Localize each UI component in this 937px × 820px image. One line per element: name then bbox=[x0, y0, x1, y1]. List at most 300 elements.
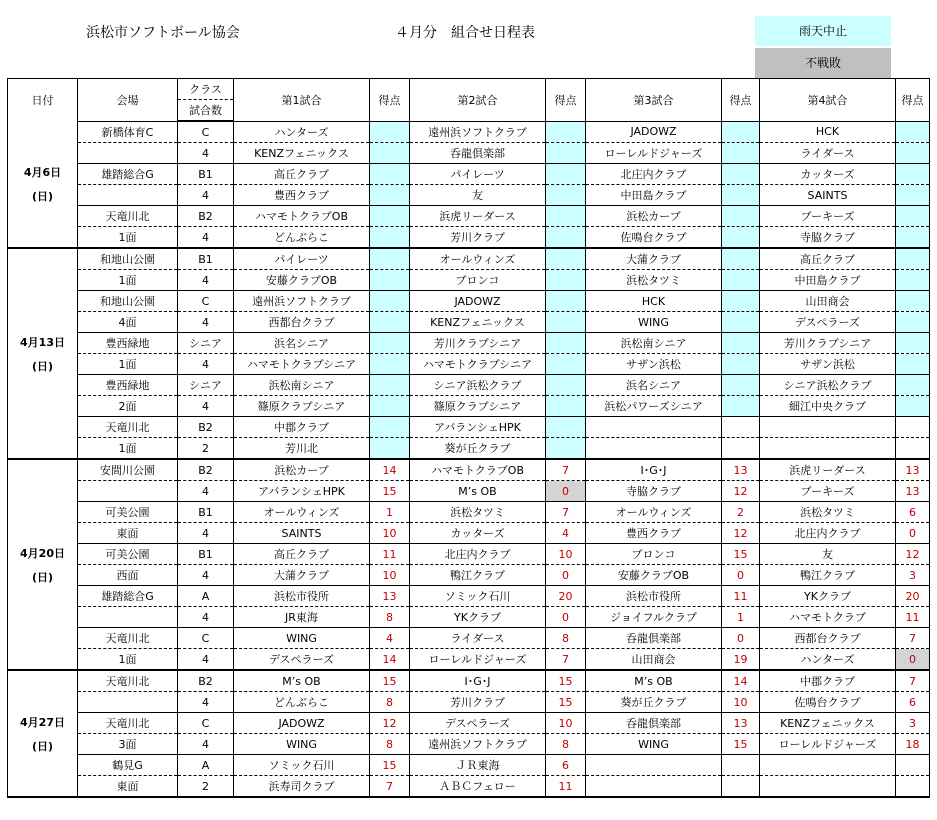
game-count-cell: 4 bbox=[178, 734, 234, 755]
table-row bbox=[8, 481, 930, 502]
date-label: 4月20日 bbox=[20, 546, 65, 560]
team-cell: パイレーツ bbox=[234, 248, 370, 270]
team-cell: 大蒲クラブ bbox=[234, 565, 370, 586]
score-cell bbox=[370, 354, 410, 375]
team-cell: 浜松カーブ bbox=[234, 459, 370, 481]
game-count-cell: 4 bbox=[178, 523, 234, 544]
score-cell bbox=[370, 438, 410, 460]
score-cell bbox=[370, 206, 410, 227]
score-cell bbox=[896, 270, 930, 291]
venue-court: 4面 bbox=[78, 312, 178, 333]
team-cell: 北庄内クラブ bbox=[586, 164, 722, 185]
class-cell: A bbox=[178, 755, 234, 776]
team-cell bbox=[586, 438, 722, 460]
team-cell: ハマモトクラブシニア bbox=[234, 354, 370, 375]
class-cell: B2 bbox=[178, 417, 234, 438]
score-cell: 8 bbox=[370, 607, 410, 628]
score-cell bbox=[722, 143, 760, 164]
team-cell: 細江中央クラブ bbox=[760, 396, 896, 417]
score-cell: 8 bbox=[370, 734, 410, 755]
score-cell: 0 bbox=[722, 565, 760, 586]
score-cell: 15 bbox=[546, 692, 586, 713]
team-cell: ローレルドジャーズ bbox=[586, 143, 722, 164]
schedule-table bbox=[7, 78, 930, 798]
score-cell bbox=[370, 375, 410, 396]
team-cell: 浜松市役所 bbox=[586, 586, 722, 607]
team-cell: どんぶらこ bbox=[234, 227, 370, 249]
team-cell: デスペラーズ bbox=[234, 649, 370, 671]
table-row bbox=[8, 755, 930, 776]
game-count-cell: 4 bbox=[178, 185, 234, 206]
score-cell: 18 bbox=[896, 734, 930, 755]
score-cell: 0 bbox=[722, 628, 760, 649]
team-cell: M’s OB bbox=[410, 481, 546, 502]
weekday-label: (日) bbox=[31, 739, 54, 753]
score-cell bbox=[370, 185, 410, 206]
score-cell bbox=[546, 121, 586, 143]
col-venue: 会場 bbox=[78, 79, 178, 122]
venue-court: 2面 bbox=[78, 396, 178, 417]
date-cell bbox=[8, 121, 78, 248]
score-cell bbox=[722, 164, 760, 185]
game-count-cell: 4 bbox=[178, 354, 234, 375]
team-cell: 友 bbox=[760, 544, 896, 565]
team-cell: YKクラブ bbox=[760, 586, 896, 607]
venue-court: 1面 bbox=[78, 354, 178, 375]
team-cell: 芳川クラブシニア bbox=[410, 333, 546, 354]
team-cell bbox=[760, 776, 896, 798]
team-cell: 浜松カーブ bbox=[586, 206, 722, 227]
table-row bbox=[8, 291, 930, 312]
team-cell: JR東海 bbox=[234, 607, 370, 628]
venue-court bbox=[78, 607, 178, 628]
score-cell bbox=[896, 312, 930, 333]
score-cell: 4 bbox=[546, 523, 586, 544]
venue-court bbox=[78, 143, 178, 164]
team-cell: 篠原クラブシニア bbox=[234, 396, 370, 417]
table-row bbox=[8, 333, 930, 354]
class-cell: B2 bbox=[178, 670, 234, 692]
score-cell bbox=[896, 291, 930, 312]
team-cell: 芳川クラブシニア bbox=[760, 333, 896, 354]
score-cell: 0 bbox=[896, 649, 930, 671]
venue-name: 可美公園 bbox=[78, 502, 178, 523]
team-cell: ハマモトクラブシニア bbox=[410, 354, 546, 375]
score-cell bbox=[722, 248, 760, 270]
team-cell: 芳川クラブ bbox=[410, 227, 546, 249]
team-cell: ハンターズ bbox=[234, 121, 370, 143]
venue-name: 和地山公園 bbox=[78, 248, 178, 270]
score-cell: 7 bbox=[896, 670, 930, 692]
table-row bbox=[8, 438, 930, 460]
team-cell: オールウィンズ bbox=[586, 502, 722, 523]
score-cell bbox=[546, 227, 586, 249]
team-cell: 中郡クラブ bbox=[760, 670, 896, 692]
score-cell: 12 bbox=[722, 523, 760, 544]
team-cell: ハマモトクラブOB bbox=[234, 206, 370, 227]
score-cell bbox=[370, 121, 410, 143]
team-cell: YKクラブ bbox=[410, 607, 546, 628]
score-cell bbox=[546, 375, 586, 396]
weekday-label: (日) bbox=[31, 570, 54, 584]
score-cell bbox=[896, 776, 930, 798]
class-cell: A bbox=[178, 586, 234, 607]
score-cell bbox=[370, 396, 410, 417]
team-cell: ローレルドジャーズ bbox=[410, 649, 546, 671]
table-row bbox=[8, 565, 930, 586]
score-cell: 15 bbox=[722, 734, 760, 755]
score-cell: 0 bbox=[896, 523, 930, 544]
team-cell: 高丘クラブ bbox=[234, 164, 370, 185]
score-cell: 0 bbox=[546, 565, 586, 586]
class-cell: B2 bbox=[178, 206, 234, 227]
team-cell: 鴨江クラブ bbox=[410, 565, 546, 586]
team-cell: ブロンコ bbox=[586, 544, 722, 565]
team-cell: 浜虎リーダース bbox=[410, 206, 546, 227]
score-cell bbox=[896, 375, 930, 396]
team-cell: ローレルドジャーズ bbox=[760, 734, 896, 755]
score-cell: 1 bbox=[722, 607, 760, 628]
venue-name: 雄踏総合G bbox=[78, 586, 178, 607]
team-cell: 呑龍倶楽部 bbox=[586, 628, 722, 649]
score-cell bbox=[896, 354, 930, 375]
venue-name: 天竜川北 bbox=[78, 713, 178, 734]
table-row bbox=[8, 227, 930, 249]
score-cell bbox=[722, 396, 760, 417]
team-cell: ハマモトクラブ bbox=[760, 607, 896, 628]
team-cell: 浜松市役所 bbox=[234, 586, 370, 607]
schedule-body bbox=[8, 121, 930, 797]
team-cell: 浜松南シニア bbox=[586, 333, 722, 354]
team-cell: ソミック石川 bbox=[410, 586, 546, 607]
score-cell: 11 bbox=[722, 586, 760, 607]
class-cell: B1 bbox=[178, 164, 234, 185]
team-cell: HCK bbox=[586, 291, 722, 312]
score-cell bbox=[722, 438, 760, 460]
team-cell bbox=[760, 438, 896, 460]
team-cell: 浜名シニア bbox=[586, 375, 722, 396]
score-cell bbox=[370, 417, 410, 438]
score-cell: 15 bbox=[370, 670, 410, 692]
team-cell: 西都台クラブ bbox=[760, 628, 896, 649]
team-cell: どんぶらこ bbox=[234, 692, 370, 713]
date-label: 4月27日 bbox=[20, 715, 65, 729]
score-cell: 8 bbox=[546, 628, 586, 649]
team-cell: WING bbox=[586, 734, 722, 755]
score-cell bbox=[370, 333, 410, 354]
score-cell: 8 bbox=[546, 734, 586, 755]
table-row bbox=[8, 417, 930, 438]
game-count-cell: 4 bbox=[178, 481, 234, 502]
table-row bbox=[8, 143, 930, 164]
team-cell: デスペラーズ bbox=[760, 312, 896, 333]
game-count-cell: 4 bbox=[178, 143, 234, 164]
team-cell: JADOWZ bbox=[234, 713, 370, 734]
score-cell: 14 bbox=[722, 670, 760, 692]
score-cell bbox=[370, 291, 410, 312]
table-row bbox=[8, 164, 930, 185]
game-count-cell: 4 bbox=[178, 565, 234, 586]
score-cell bbox=[896, 333, 930, 354]
team-cell bbox=[586, 776, 722, 798]
score-cell bbox=[896, 206, 930, 227]
venue-name: 天竜川北 bbox=[78, 417, 178, 438]
table-row bbox=[8, 375, 930, 396]
table-row bbox=[8, 312, 930, 333]
col-game4: 第4試合 bbox=[760, 79, 896, 122]
score-cell: 7 bbox=[370, 776, 410, 798]
col-game3: 第3試合 bbox=[586, 79, 722, 122]
team-cell: シニア浜松クラブ bbox=[760, 375, 896, 396]
score-cell: 11 bbox=[896, 607, 930, 628]
team-cell: M’s OB bbox=[234, 670, 370, 692]
score-cell bbox=[722, 206, 760, 227]
col-score3: 得点 bbox=[722, 79, 760, 122]
table-row bbox=[8, 459, 930, 481]
score-cell: 3 bbox=[896, 565, 930, 586]
team-cell: 寺脇クラブ bbox=[760, 227, 896, 249]
score-cell: 6 bbox=[896, 692, 930, 713]
score-cell: 13 bbox=[370, 586, 410, 607]
score-cell bbox=[370, 143, 410, 164]
team-cell: 芳川クラブ bbox=[410, 692, 546, 713]
score-cell bbox=[546, 143, 586, 164]
score-cell bbox=[896, 438, 930, 460]
score-cell: 10 bbox=[370, 523, 410, 544]
team-cell: 豊西クラブ bbox=[234, 185, 370, 206]
class-cell: B1 bbox=[178, 544, 234, 565]
score-cell bbox=[370, 248, 410, 270]
team-cell: M’s OB bbox=[586, 670, 722, 692]
score-cell bbox=[896, 143, 930, 164]
class-cell: C bbox=[178, 713, 234, 734]
score-cell bbox=[896, 227, 930, 249]
team-cell: カッターズ bbox=[760, 164, 896, 185]
table-row bbox=[8, 248, 930, 270]
team-cell: JADOWZ bbox=[410, 291, 546, 312]
class-cell: B1 bbox=[178, 248, 234, 270]
col-game2: 第2試合 bbox=[410, 79, 546, 122]
col-score2: 得点 bbox=[546, 79, 586, 122]
game-count-cell: 4 bbox=[178, 692, 234, 713]
team-cell bbox=[760, 755, 896, 776]
team-cell: 安藤クラブOB bbox=[586, 565, 722, 586]
table-row bbox=[8, 586, 930, 607]
score-cell bbox=[896, 248, 930, 270]
team-cell: KENZフェニックス bbox=[234, 143, 370, 164]
team-cell: 高丘クラブ bbox=[234, 544, 370, 565]
table-row bbox=[8, 544, 930, 565]
score-cell bbox=[896, 396, 930, 417]
team-cell: シニア浜松クラブ bbox=[410, 375, 546, 396]
score-cell bbox=[370, 270, 410, 291]
team-cell: 北庄内クラブ bbox=[760, 523, 896, 544]
score-cell: 7 bbox=[896, 628, 930, 649]
team-cell: オールウィンズ bbox=[234, 502, 370, 523]
team-cell: 高丘クラブ bbox=[760, 248, 896, 270]
class-cell: シニア bbox=[178, 333, 234, 354]
score-cell: 0 bbox=[546, 481, 586, 502]
team-cell: 浜松タツミ bbox=[586, 270, 722, 291]
table-row bbox=[8, 354, 930, 375]
score-cell bbox=[896, 121, 930, 143]
team-cell: ジョイフルクラブ bbox=[586, 607, 722, 628]
team-cell: 豊西クラブ bbox=[586, 523, 722, 544]
score-cell bbox=[546, 206, 586, 227]
team-cell: SAINTS bbox=[234, 523, 370, 544]
team-cell: 葵が丘クラブ bbox=[410, 438, 546, 460]
class-cell: C bbox=[178, 628, 234, 649]
team-cell: 山田商会 bbox=[760, 291, 896, 312]
venue-court: 1面 bbox=[78, 227, 178, 249]
col-date: 日付 bbox=[8, 79, 78, 122]
team-cell: ＡＢＣフェロー bbox=[410, 776, 546, 798]
venue-court: 3面 bbox=[78, 734, 178, 755]
score-cell: 12 bbox=[896, 544, 930, 565]
table-row bbox=[8, 776, 930, 798]
team-cell: WING bbox=[234, 734, 370, 755]
score-cell bbox=[370, 227, 410, 249]
game-count-cell: 4 bbox=[178, 607, 234, 628]
team-cell: 遠州浜ソフトクラブ bbox=[234, 291, 370, 312]
team-cell: I･G･J bbox=[586, 459, 722, 481]
team-cell: アバランシェHPK bbox=[410, 417, 546, 438]
team-cell: ＪＲ東海 bbox=[410, 755, 546, 776]
venue-court: 1面 bbox=[78, 438, 178, 460]
weekday-label: (日) bbox=[31, 359, 54, 373]
score-cell: 20 bbox=[546, 586, 586, 607]
venue-name: 天竜川北 bbox=[78, 628, 178, 649]
team-cell: 呑龍倶楽部 bbox=[586, 713, 722, 734]
score-cell: 19 bbox=[722, 649, 760, 671]
team-cell: 浜虎リーダース bbox=[760, 459, 896, 481]
venue-court bbox=[78, 481, 178, 502]
table-row bbox=[8, 692, 930, 713]
score-cell bbox=[546, 312, 586, 333]
team-cell: 大蒲クラブ bbox=[586, 248, 722, 270]
team-cell: 呑龍倶楽部 bbox=[410, 143, 546, 164]
score-cell: 6 bbox=[546, 755, 586, 776]
score-cell: 20 bbox=[896, 586, 930, 607]
team-cell: 西都台クラブ bbox=[234, 312, 370, 333]
legend-rain-cancel: 雨天中止 bbox=[755, 16, 891, 46]
score-cell: 1 bbox=[370, 502, 410, 523]
team-cell: 山田商会 bbox=[586, 649, 722, 671]
table-row bbox=[8, 649, 930, 671]
team-cell: ハンターズ bbox=[760, 649, 896, 671]
score-cell bbox=[370, 312, 410, 333]
game-count-cell: 2 bbox=[178, 438, 234, 460]
table-row bbox=[8, 734, 930, 755]
score-cell bbox=[546, 248, 586, 270]
team-cell: 中田島クラブ bbox=[586, 185, 722, 206]
game-count-cell: 4 bbox=[178, 270, 234, 291]
team-cell: カッターズ bbox=[410, 523, 546, 544]
team-cell: ブーキーズ bbox=[760, 481, 896, 502]
venue-court: 1面 bbox=[78, 649, 178, 671]
date-label: 4月6日 bbox=[23, 166, 62, 179]
team-cell: JADOWZ bbox=[586, 121, 722, 143]
score-cell: 3 bbox=[896, 713, 930, 734]
score-cell: 15 bbox=[370, 481, 410, 502]
date-cell bbox=[8, 670, 78, 797]
score-cell bbox=[546, 396, 586, 417]
team-cell: ブロンコ bbox=[410, 270, 546, 291]
venue-court bbox=[78, 185, 178, 206]
score-cell: 10 bbox=[370, 565, 410, 586]
venue-name: 天竜川北 bbox=[78, 206, 178, 227]
team-cell: 遠州浜ソフトクラブ bbox=[410, 121, 546, 143]
team-cell: 佐鳴台クラブ bbox=[586, 227, 722, 249]
score-cell: 11 bbox=[370, 544, 410, 565]
team-cell: 友 bbox=[410, 185, 546, 206]
table-row bbox=[8, 670, 930, 692]
score-cell: 11 bbox=[546, 776, 586, 798]
class-cell: C bbox=[178, 121, 234, 143]
score-cell bbox=[896, 164, 930, 185]
score-cell bbox=[896, 755, 930, 776]
score-cell bbox=[722, 312, 760, 333]
col-game-count: 試合数 bbox=[178, 100, 234, 122]
game-count-cell: 4 bbox=[178, 396, 234, 417]
team-cell: 鴨江クラブ bbox=[760, 565, 896, 586]
venue-name: 豊西緑地 bbox=[78, 333, 178, 354]
team-cell: ソミック石川 bbox=[234, 755, 370, 776]
score-cell bbox=[722, 755, 760, 776]
score-cell: 13 bbox=[896, 459, 930, 481]
team-cell: アバランシェHPK bbox=[234, 481, 370, 502]
venue-name: 天竜川北 bbox=[78, 670, 178, 692]
venue-name: 安間川公園 bbox=[78, 459, 178, 481]
team-cell: 浜松南シニア bbox=[234, 375, 370, 396]
table-row bbox=[8, 713, 930, 734]
team-cell: 葵が丘クラブ bbox=[586, 692, 722, 713]
venue-name: 可美公園 bbox=[78, 544, 178, 565]
score-cell bbox=[722, 417, 760, 438]
col-game1: 第1試合 bbox=[234, 79, 370, 122]
legend-forfeit: 不戦敗 bbox=[755, 48, 891, 78]
team-cell: 佐鳴台クラブ bbox=[760, 692, 896, 713]
score-cell: 15 bbox=[546, 670, 586, 692]
team-cell: 中郡クラブ bbox=[234, 417, 370, 438]
team-cell bbox=[586, 755, 722, 776]
team-cell: WING bbox=[234, 628, 370, 649]
team-cell: 芳川北 bbox=[234, 438, 370, 460]
venue-court: 西面 bbox=[78, 565, 178, 586]
team-cell: 浜寿司クラブ bbox=[234, 776, 370, 798]
score-cell: 10 bbox=[546, 713, 586, 734]
score-cell bbox=[546, 164, 586, 185]
class-cell: シニア bbox=[178, 375, 234, 396]
game-count-cell: 4 bbox=[178, 227, 234, 249]
team-cell bbox=[760, 417, 896, 438]
venue-name: 豊西緑地 bbox=[78, 375, 178, 396]
table-row bbox=[8, 121, 930, 143]
score-cell: 12 bbox=[722, 481, 760, 502]
score-cell bbox=[722, 333, 760, 354]
team-cell: 篠原クラブシニア bbox=[410, 396, 546, 417]
score-cell bbox=[896, 417, 930, 438]
venue-court: 東面 bbox=[78, 776, 178, 798]
table-row bbox=[8, 270, 930, 291]
table-row bbox=[8, 607, 930, 628]
venue-name: 新橋体育C bbox=[78, 121, 178, 143]
score-cell bbox=[546, 185, 586, 206]
class-cell: C bbox=[178, 291, 234, 312]
team-cell: 浜松パワーズシニア bbox=[586, 396, 722, 417]
score-cell bbox=[722, 354, 760, 375]
score-cell bbox=[896, 185, 930, 206]
